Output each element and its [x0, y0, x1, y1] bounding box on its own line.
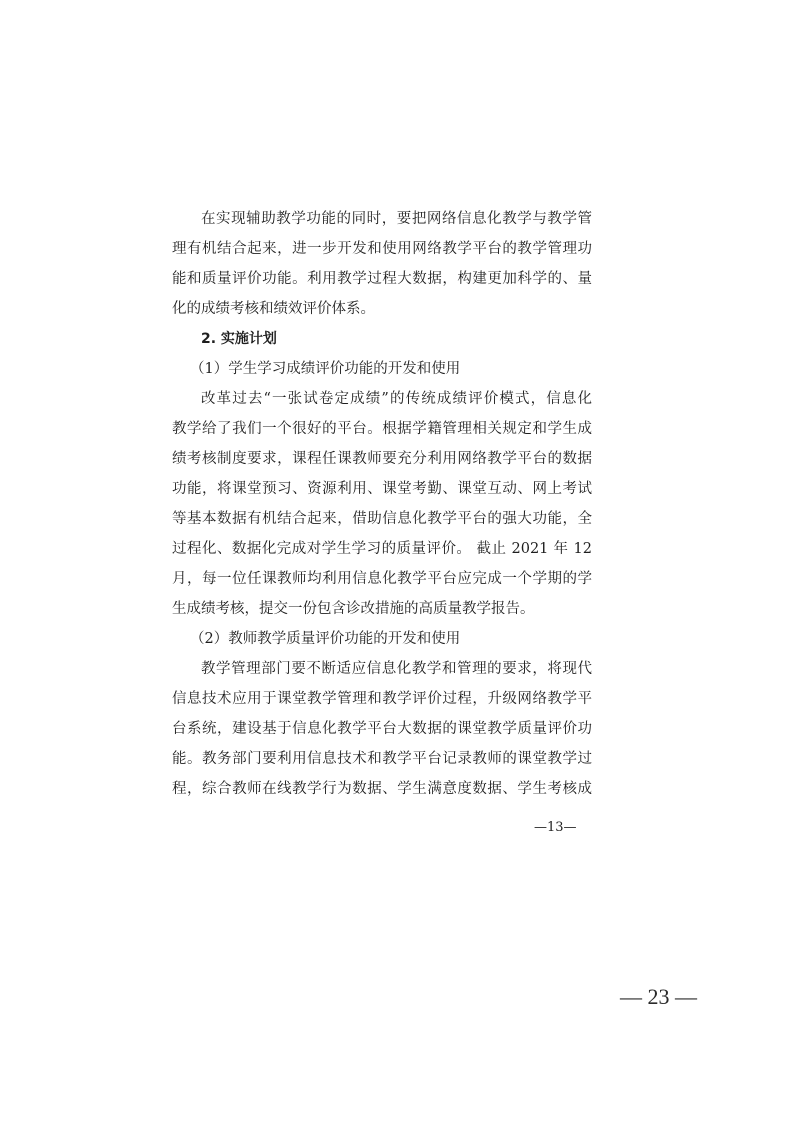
paragraph-1-line-1: 在实现辅助教学功能的同时，要把网络信息化教学与教学管 [201, 211, 592, 227]
paragraph-2-line-8: 生成绩考核，提交一份包含诊改措施的高质量教学报告。 [172, 601, 535, 617]
subsection-1-title: （1）学生学习成绩评价功能的开发和使用 [190, 361, 461, 377]
paragraph-1-line-4: 化的成绩考核和绩效评价体系。 [172, 301, 375, 317]
paragraph-2-line-4: 功能，将课堂预习、资源利用、课堂考勤、课堂互动、网上考试 [172, 481, 592, 497]
paragraph-3-line-3: 台系统，建设基于信息化教学平台大数据的课堂教学质量评价功 [172, 721, 592, 737]
paragraph-2-line-6: 过程化、数据化完成对学生学习的质量评价。 截止 2021 年 12 [172, 541, 592, 557]
paragraph-2-line-3: 绩考核制度要求，课程任课教师要充分利用网络教学平台的数据 [172, 451, 592, 467]
paragraph-1-line-3: 能和质量评价功能。利用教学过程大数据，构建更加科学的、量 [172, 271, 592, 287]
inner-page-number: —13— [534, 820, 577, 835]
paragraph-3-line-5: 程，综合教师在线教学行为数据、学生满意度数据、学生考核成 [172, 781, 592, 797]
paragraph-2-line-2: 教学给了我们一个很好的平台。根据学籍管理相关规定和学生成 [172, 421, 592, 437]
section-heading: 2. 实施计划 [201, 331, 277, 347]
paragraph-2-line-1: 改革过去“一张试卷定成绩”的传统成绩评价模式，信息化 [201, 391, 592, 407]
paragraph-2-line-5: 等基本数据有机结合起来，借助信息化教学平台的强大功能，全 [172, 511, 592, 527]
paragraph-3-line-1: 教学管理部门要不断适应信息化教学和管理的要求，将现代 [201, 661, 592, 677]
paragraph-3-line-2: 信息技术应用于课堂教学管理和教学评价过程，升级网络教学平 [172, 691, 592, 707]
paragraph-1-line-2: 理有机结合起来，进一步开发和使用网络教学平台的教学管理功 [172, 241, 592, 257]
paragraph-2-line-7: 月，每一位任课教师均利用信息化教学平台应完成一个学期的学 [172, 571, 592, 587]
subsection-2-title: （2）教师教学质量评价功能的开发和使用 [190, 631, 461, 647]
outer-page-number: — 23 — [620, 984, 697, 1009]
paragraph-3-line-4: 能。教务部门要利用信息技术和教学平台记录教师的课堂教学过 [172, 751, 592, 767]
